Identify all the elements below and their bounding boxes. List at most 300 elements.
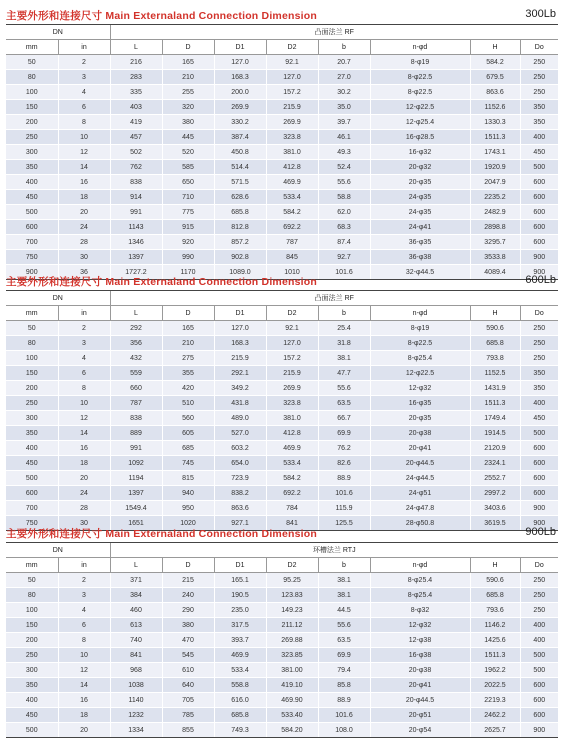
table-cell: 559	[110, 366, 162, 381]
table-cell: 250	[520, 336, 558, 351]
table-cell: 450	[520, 145, 558, 160]
table-cell: 63.5	[318, 396, 370, 411]
table-cell: 16-φ32	[370, 145, 470, 160]
table-cell: 356	[110, 336, 162, 351]
table-cell: 1397	[110, 486, 162, 501]
table-cell: 1651	[110, 516, 162, 531]
table-cell: 14	[58, 426, 110, 441]
table-cell: 380	[162, 618, 214, 633]
table-cell: 590.6	[470, 573, 520, 588]
table-cell: 900	[6, 265, 58, 280]
table-cell: 300	[6, 411, 58, 426]
table-cell: 269.9	[266, 381, 318, 396]
table-cell: 400	[520, 633, 558, 648]
table-cell: 323.8	[266, 396, 318, 411]
table-cell: 2	[58, 55, 110, 70]
table-cell: 500	[6, 723, 58, 738]
table-cell: 600	[6, 486, 58, 501]
table-cell: 1152.5	[470, 366, 520, 381]
table-cell: 841	[110, 648, 162, 663]
column-header: H	[470, 40, 520, 55]
table-row	[6, 486, 558, 501]
table-cell: 450.8	[214, 145, 266, 160]
table-cell: 101.6	[318, 486, 370, 501]
table-cell: 1425.6	[470, 633, 520, 648]
table-cell: 584.2	[266, 205, 318, 220]
table-cell: 4	[58, 603, 110, 618]
table-cell: 20	[58, 205, 110, 220]
table-cell: 3	[58, 336, 110, 351]
table-cell: 149.23	[266, 603, 318, 618]
table-row	[6, 411, 558, 426]
table-cell: 560	[162, 411, 214, 426]
table-row	[6, 441, 558, 456]
table-cell: 855	[162, 723, 214, 738]
table-cell: 127.0	[214, 55, 266, 70]
table-row	[6, 396, 558, 411]
pressure-rating: 600Lb	[525, 274, 556, 286]
table-cell: 47.7	[318, 366, 370, 381]
table-cell: 317.5	[214, 618, 266, 633]
table-cell: 900	[520, 723, 558, 738]
table-row	[6, 220, 558, 235]
table-cell: 8-φ32	[370, 603, 470, 618]
column-header: b	[318, 40, 370, 55]
table-cell: 400	[520, 618, 558, 633]
table-cell: 613	[110, 618, 162, 633]
column-header: Do	[520, 306, 558, 321]
table-row	[6, 501, 558, 516]
table-cell: 24-φ51	[370, 486, 470, 501]
table-cell: 685.8	[214, 708, 266, 723]
table-cell: 1511.3	[470, 396, 520, 411]
table-cell: 350	[520, 100, 558, 115]
table-cell: 250	[520, 321, 558, 336]
table-cell: 20-φ44.5	[370, 456, 470, 471]
table-row	[6, 456, 558, 471]
table-cell: 12-φ22.5	[370, 366, 470, 381]
table-cell: 1914.5	[470, 426, 520, 441]
table-cell: 20-φ32	[370, 160, 470, 175]
table-cell: 900	[520, 516, 558, 531]
table-cell: 8	[58, 633, 110, 648]
table-cell: 787	[266, 235, 318, 250]
section-600lb	[6, 270, 556, 531]
table-cell: 100	[6, 85, 58, 100]
table-cell: 66.7	[318, 411, 370, 426]
table-cell: 600	[6, 220, 58, 235]
table-cell: 502	[110, 145, 162, 160]
table-cell: 600	[520, 471, 558, 486]
table-cell: 1232	[110, 708, 162, 723]
table-cell: 685	[162, 441, 214, 456]
table-cell: 1727.2	[110, 265, 162, 280]
table-cell: 991	[110, 205, 162, 220]
table-cell: 381.0	[266, 145, 318, 160]
table-cell: 350	[520, 366, 558, 381]
table-cell: 8-φ25.4	[370, 588, 470, 603]
table-cell: 2552.7	[470, 471, 520, 486]
table-row	[6, 588, 558, 603]
table-cell: 20	[58, 471, 110, 486]
table-cell: 8-φ22.5	[370, 70, 470, 85]
table-cell: 215.9	[266, 100, 318, 115]
table-cell: 2022.5	[470, 678, 520, 693]
table-cell: 92.1	[266, 321, 318, 336]
table-cell: 12-φ32	[370, 618, 470, 633]
table-cell: 920	[162, 235, 214, 250]
table-cell: 470	[162, 633, 214, 648]
table-cell: 79.4	[318, 663, 370, 678]
column-header: D	[162, 558, 214, 573]
table-cell: 210	[162, 70, 214, 85]
table-cell: 900	[520, 501, 558, 516]
table-cell: 692.2	[266, 220, 318, 235]
table-cell: 393.7	[214, 633, 266, 648]
table-cell: 1146.2	[470, 618, 520, 633]
table-cell: 1549.4	[110, 501, 162, 516]
table-cell: 700	[6, 501, 58, 516]
table-cell: 215	[162, 573, 214, 588]
table-cell: 1431.9	[470, 381, 520, 396]
table-row	[6, 426, 558, 441]
table-cell: 330.2	[214, 115, 266, 130]
table-row	[6, 100, 558, 115]
table-cell: 292	[110, 321, 162, 336]
table-cell: 269.9	[266, 115, 318, 130]
table-cell: 88.9	[318, 471, 370, 486]
column-header-row	[6, 40, 558, 55]
table-cell: 30.2	[318, 85, 370, 100]
table-cell: 400	[6, 693, 58, 708]
table-cell: 750	[6, 516, 58, 531]
table-cell: 55.6	[318, 618, 370, 633]
table-cell: 200	[6, 633, 58, 648]
table-cell: 92.7	[318, 250, 370, 265]
column-header: mm	[6, 306, 58, 321]
table-cell: 250	[6, 648, 58, 663]
column-header: H	[470, 306, 520, 321]
table-cell: 215.9	[214, 351, 266, 366]
table-cell: 250	[520, 603, 558, 618]
table-cell: 350	[520, 381, 558, 396]
table-row	[6, 336, 558, 351]
table-cell: 600	[520, 678, 558, 693]
table-cell: 200	[6, 381, 58, 396]
table-cell: 450	[6, 708, 58, 723]
table-cell: 450	[6, 190, 58, 205]
table-cell: 350	[6, 678, 58, 693]
table-cell: 500	[520, 426, 558, 441]
table-cell: 44.5	[318, 603, 370, 618]
table-cell: 46.1	[318, 130, 370, 145]
table-cell: 2462.2	[470, 708, 520, 723]
table-cell: 32-φ44.5	[370, 265, 470, 280]
table-cell: 6	[58, 100, 110, 115]
table-cell: 269.9	[214, 100, 266, 115]
flange-type-header: 凸面法兰 RF	[110, 291, 558, 306]
table-cell: 14	[58, 160, 110, 175]
table-cell: 80	[6, 70, 58, 85]
table-row	[6, 633, 558, 648]
table-cell: 18	[58, 190, 110, 205]
table-row	[6, 573, 558, 588]
table-cell: 63.5	[318, 633, 370, 648]
table-cell: 85.8	[318, 678, 370, 693]
table-cell: 36-φ35	[370, 235, 470, 250]
table-cell: 283	[110, 70, 162, 85]
section-title: 主要外形和连接尺寸 Main Externaland Connection Dimension	[6, 10, 318, 22]
table-cell: 20.7	[318, 55, 370, 70]
table-cell: 545	[162, 648, 214, 663]
table-body	[6, 321, 558, 531]
table-row	[6, 693, 558, 708]
table-cell: 500	[520, 663, 558, 678]
section-900lb	[6, 522, 556, 738]
table-cell: 469.90	[266, 693, 318, 708]
table-cell: 8	[58, 115, 110, 130]
column-header: in	[58, 40, 110, 55]
column-header: D2	[266, 558, 318, 573]
table-cell: 4	[58, 85, 110, 100]
table-cell: 76.2	[318, 441, 370, 456]
table-cell: 520	[162, 145, 214, 160]
column-header: H	[470, 558, 520, 573]
table-cell: 20-φ41	[370, 678, 470, 693]
table-cell: 80	[6, 588, 58, 603]
table-cell: 10	[58, 130, 110, 145]
table-cell: 16	[58, 175, 110, 190]
section-title: 主要外形和连接尺寸 Main Externaland Connection Dimension	[6, 528, 318, 540]
table-cell: 1170	[162, 265, 214, 280]
table-cell: 685.8	[470, 336, 520, 351]
table-cell: 2625.7	[470, 723, 520, 738]
table-cell: 640	[162, 678, 214, 693]
table-cell: 3403.6	[470, 501, 520, 516]
column-header: n-φd	[370, 306, 470, 321]
table-cell: 750	[6, 250, 58, 265]
table-cell: 16	[58, 441, 110, 456]
table-cell: 1038	[110, 678, 162, 693]
table-cell: 216	[110, 55, 162, 70]
table-cell: 350	[6, 160, 58, 175]
table-cell: 20-φ54	[370, 723, 470, 738]
table-cell: 30	[58, 516, 110, 531]
table-cell: 400	[520, 396, 558, 411]
table-cell: 902.8	[214, 250, 266, 265]
table-cell: 812.8	[214, 220, 266, 235]
table-cell: 269.88	[266, 633, 318, 648]
table-cell: 215.9	[266, 366, 318, 381]
table-cell: 469.9	[266, 175, 318, 190]
table-cell: 600	[520, 190, 558, 205]
table-row	[6, 130, 558, 145]
column-header: mm	[6, 40, 58, 55]
table-cell: 24-φ44.5	[370, 471, 470, 486]
table-cell: 723.9	[214, 471, 266, 486]
table-cell: 8	[58, 381, 110, 396]
table-cell: 200	[6, 115, 58, 130]
table-cell: 1152.6	[470, 100, 520, 115]
table-cell: 381.00	[266, 663, 318, 678]
table-row	[6, 366, 558, 381]
table-cell: 250	[520, 588, 558, 603]
table-cell: 8-φ22.5	[370, 336, 470, 351]
table-cell: 350	[520, 115, 558, 130]
table-cell: 35.0	[318, 100, 370, 115]
table-cell: 600	[520, 486, 558, 501]
column-header: n-φd	[370, 558, 470, 573]
dimension-table	[6, 290, 558, 531]
table-cell: 838.2	[214, 486, 266, 501]
column-header-row	[6, 306, 558, 321]
table-cell: 115.9	[318, 501, 370, 516]
table-cell: 815	[162, 471, 214, 486]
table-cell: 400	[6, 441, 58, 456]
table-cell: 49.3	[318, 145, 370, 160]
table-cell: 250	[520, 85, 558, 100]
table-cell: 450	[6, 456, 58, 471]
table-cell: 2	[58, 321, 110, 336]
table-cell: 838	[110, 411, 162, 426]
table-cell: 300	[6, 663, 58, 678]
table-cell: 3619.5	[470, 516, 520, 531]
table-cell: 2482.9	[470, 205, 520, 220]
table-cell: 3295.7	[470, 235, 520, 250]
table-cell: 39.7	[318, 115, 370, 130]
table-cell: 900	[520, 265, 558, 280]
column-header: in	[58, 306, 110, 321]
column-header: L	[110, 306, 162, 321]
table-cell: 12-φ25.4	[370, 115, 470, 130]
table-cell: 157.2	[266, 85, 318, 100]
table-cell: 123.83	[266, 588, 318, 603]
table-cell: 250	[6, 130, 58, 145]
table-cell: 150	[6, 618, 58, 633]
table-cell: 211.12	[266, 618, 318, 633]
table-cell: 950	[162, 501, 214, 516]
table-cell: 900	[520, 250, 558, 265]
table-cell: 450	[520, 411, 558, 426]
table-cell: 10	[58, 396, 110, 411]
table-cell: 679.5	[470, 70, 520, 85]
table-cell: 915	[162, 220, 214, 235]
table-cell: 36	[58, 265, 110, 280]
table-cell: 533.4	[266, 456, 318, 471]
table-cell: 2324.1	[470, 456, 520, 471]
table-row	[6, 55, 558, 70]
table-cell: 968	[110, 663, 162, 678]
table-cell: 685.8	[214, 205, 266, 220]
table-cell: 20-φ35	[370, 175, 470, 190]
table-cell: 692.2	[266, 486, 318, 501]
table-row	[6, 381, 558, 396]
dimension-table	[6, 24, 558, 280]
table-cell: 660	[110, 381, 162, 396]
table-cell: 101.6	[318, 265, 370, 280]
table-cell: 600	[520, 708, 558, 723]
table-cell: 460	[110, 603, 162, 618]
column-header-row	[6, 558, 558, 573]
table-cell: 3	[58, 588, 110, 603]
table-cell: 445	[162, 130, 214, 145]
table-cell: 432	[110, 351, 162, 366]
table-cell: 1743.1	[470, 145, 520, 160]
table-cell: 150	[6, 366, 58, 381]
column-header: D1	[214, 306, 266, 321]
table-body	[6, 55, 558, 280]
table-cell: 55.6	[318, 175, 370, 190]
table-cell: 18	[58, 456, 110, 471]
table-cell: 28-φ50.8	[370, 516, 470, 531]
table-cell: 4089.4	[470, 265, 520, 280]
table-cell: 8-φ25.4	[370, 351, 470, 366]
table-cell: 381.0	[266, 411, 318, 426]
table-cell: 500	[520, 648, 558, 663]
table-cell: 1140	[110, 693, 162, 708]
table-row	[6, 678, 558, 693]
table-cell: 527.0	[214, 426, 266, 441]
table-cell: 20	[58, 723, 110, 738]
table-cell: 12	[58, 663, 110, 678]
table-row	[6, 70, 558, 85]
table-cell: 38.1	[318, 351, 370, 366]
table-cell: 991	[110, 441, 162, 456]
table-cell: 500	[6, 205, 58, 220]
section-300lb	[6, 4, 556, 280]
table-cell: 69.9	[318, 648, 370, 663]
table-cell: 28	[58, 501, 110, 516]
table-cell: 1920.9	[470, 160, 520, 175]
column-header: n-φd	[370, 40, 470, 55]
table-cell: 349.2	[214, 381, 266, 396]
column-header: mm	[6, 558, 58, 573]
table-cell: 431.8	[214, 396, 266, 411]
table-cell: 400	[520, 130, 558, 145]
table-cell: 650	[162, 175, 214, 190]
table-cell: 24-φ41	[370, 220, 470, 235]
column-header: b	[318, 306, 370, 321]
table-cell: 210	[162, 336, 214, 351]
table-cell: 1511.3	[470, 648, 520, 663]
table-cell: 20-φ41	[370, 441, 470, 456]
table-body	[6, 573, 558, 738]
table-cell: 558.8	[214, 678, 266, 693]
table-cell: 2997.2	[470, 486, 520, 501]
flange-type-header: 凸面法兰 RF	[110, 25, 558, 40]
table-cell: 80	[6, 336, 58, 351]
section-title: 主要外形和连接尺寸 Main Externaland Connection Dimension	[6, 276, 318, 288]
table-cell: 8-φ22.5	[370, 85, 470, 100]
table-cell: 8-φ25.4	[370, 573, 470, 588]
table-cell: 841	[266, 516, 318, 531]
table-cell: 533.4	[266, 190, 318, 205]
table-cell: 108.0	[318, 723, 370, 738]
table-cell: 600	[520, 235, 558, 250]
table-cell: 1020	[162, 516, 214, 531]
table-row	[6, 471, 558, 486]
table-cell: 863.6	[214, 501, 266, 516]
table-cell: 1194	[110, 471, 162, 486]
table-cell: 784	[266, 501, 318, 516]
table-row	[6, 175, 558, 190]
table-cell: 1010	[266, 265, 318, 280]
table-cell: 1962.2	[470, 663, 520, 678]
table-cell: 101.6	[318, 708, 370, 723]
table-row	[6, 603, 558, 618]
table-cell: 50	[6, 55, 58, 70]
flange-type-header: 环槽法兰 RTJ	[110, 543, 558, 558]
